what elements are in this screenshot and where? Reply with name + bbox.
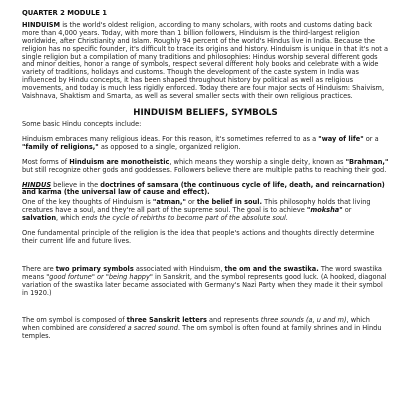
paragraph-monotheistic xyxy=(22,159,389,175)
bold-run: "atman," xyxy=(152,198,186,207)
italic-run: ends the cycle of rebirths to become part of the absolute soul. xyxy=(81,214,288,223)
intro-text: is the world's oldest religion, according to many scholars, with roots and customs dating back more than 4,000 years. Today, with more than 1 billion followers, Hinduism is the third-largest religion worldwide, after Christianity and Islam. Roughly 94 percent of the world's Hindus live in India. Because the religion has no specific founder, it's difficult to trace its origins and history. Hinduism is unique in that it's not a single religion but a compilation of many traditions and philosophies: Hindus worship several different gods and minor deities, honor a range of symbols, respect several different holy books and celebrate with a wide variety of traditions, holidays and customs. Though the development of the caste system in India was influenced by Hindu concepts, it has been shaped throughout history by political as well as religious movements, and today is much less rigidly enforced. Today there are four major sects of Hinduism: Shaivism, Vaishnava, Shaktism and Smarta, as well as several smaller sects with their own religious practices. xyxy=(22,20,389,101)
italic-run: "good fortune" or "being happy" xyxy=(46,272,153,281)
concepts-intro: Some basic Hindu concepts include: xyxy=(22,119,142,128)
text-run: Most forms of xyxy=(22,157,70,166)
bold-run: "family of religions," xyxy=(22,142,99,151)
text-run: or a xyxy=(363,134,379,143)
text-run: There are xyxy=(22,264,56,273)
paragraph-actions xyxy=(22,230,389,246)
text-run: or xyxy=(185,198,197,207)
text-run: believe in the xyxy=(51,180,101,189)
paragraph-samsara-karma xyxy=(22,182,389,198)
text-run: but still recognize other gods and goddesses. Followers believe there are multiple paths to reaching their god. xyxy=(22,165,387,174)
text-run: associated with Hinduism, xyxy=(133,264,225,273)
text-run: , which means they worship a single deity, known as xyxy=(169,157,346,166)
text-run: in Sanskrit, and the symbol represents good luck. (A hooked, diagonal variation of the swastika later became associated with Germany's Nazi Party when they made it their symbol in 1920.) xyxy=(22,272,387,297)
intro-term: HINDUISM xyxy=(22,20,61,29)
text-run: as opposed to a single, organized religion. xyxy=(98,142,241,151)
bold-run: the belief in soul. xyxy=(196,198,262,207)
bold-run: Hinduism are monotheistic xyxy=(69,157,170,166)
section-title: HINDUISM BELIEFS, SYMBOLS xyxy=(133,107,278,118)
bold-run: "Brahman," xyxy=(345,157,389,166)
bold-run: two primary symbols xyxy=(55,264,134,273)
italic-run: three sounds (a, u and m) xyxy=(260,316,347,325)
text-run: , which when combined are xyxy=(22,316,370,333)
text-run: and represents xyxy=(206,316,261,325)
text-run: Hinduism embraces many religious ideas. For this reason, it's sometimes referred to as a xyxy=(22,134,319,143)
intro-paragraph xyxy=(22,22,389,101)
bold-run: "moksha" xyxy=(306,206,343,215)
text-run: One of the key thoughts of Hinduism is xyxy=(22,198,153,207)
text-run: The word swastika means xyxy=(22,264,382,281)
text-run: or xyxy=(342,206,352,215)
text-run: This philosophy holds that living creatures have a soul, and they're all part of the supreme soul. The goal is to achieve xyxy=(22,198,371,215)
text-run: The om symbol is composed of xyxy=(22,316,127,325)
text-run: One fundamental principle of the religion is the idea that people's actions and thoughts directly determine their current life and future lives. xyxy=(22,229,375,245)
bold-run: HINDUS xyxy=(22,180,52,189)
bold-run: "way of life" xyxy=(318,134,364,143)
paragraph-om xyxy=(22,317,389,341)
paragraph-way-of-life xyxy=(22,136,389,152)
bold-run: the om and the swastika. xyxy=(224,264,319,273)
bold-run: salvation xyxy=(22,214,57,223)
paragraph-symbols xyxy=(22,266,389,298)
italic-run: considered a sacred sound xyxy=(89,324,178,333)
bold-run: three Sanskrit letters xyxy=(126,316,207,325)
bold-run: doctrines of samsara (the continuous cycle of life, death, and reincarnation) and karma (the universal law of cause and effect). xyxy=(22,180,385,197)
text-run: , which xyxy=(56,214,82,223)
text-run: . The om symbol is often found at family shrines and in Hindu temples. xyxy=(22,324,382,341)
module-title: QUARTER 2 MODULE 1 xyxy=(22,9,108,17)
paragraph-atman xyxy=(22,199,389,223)
